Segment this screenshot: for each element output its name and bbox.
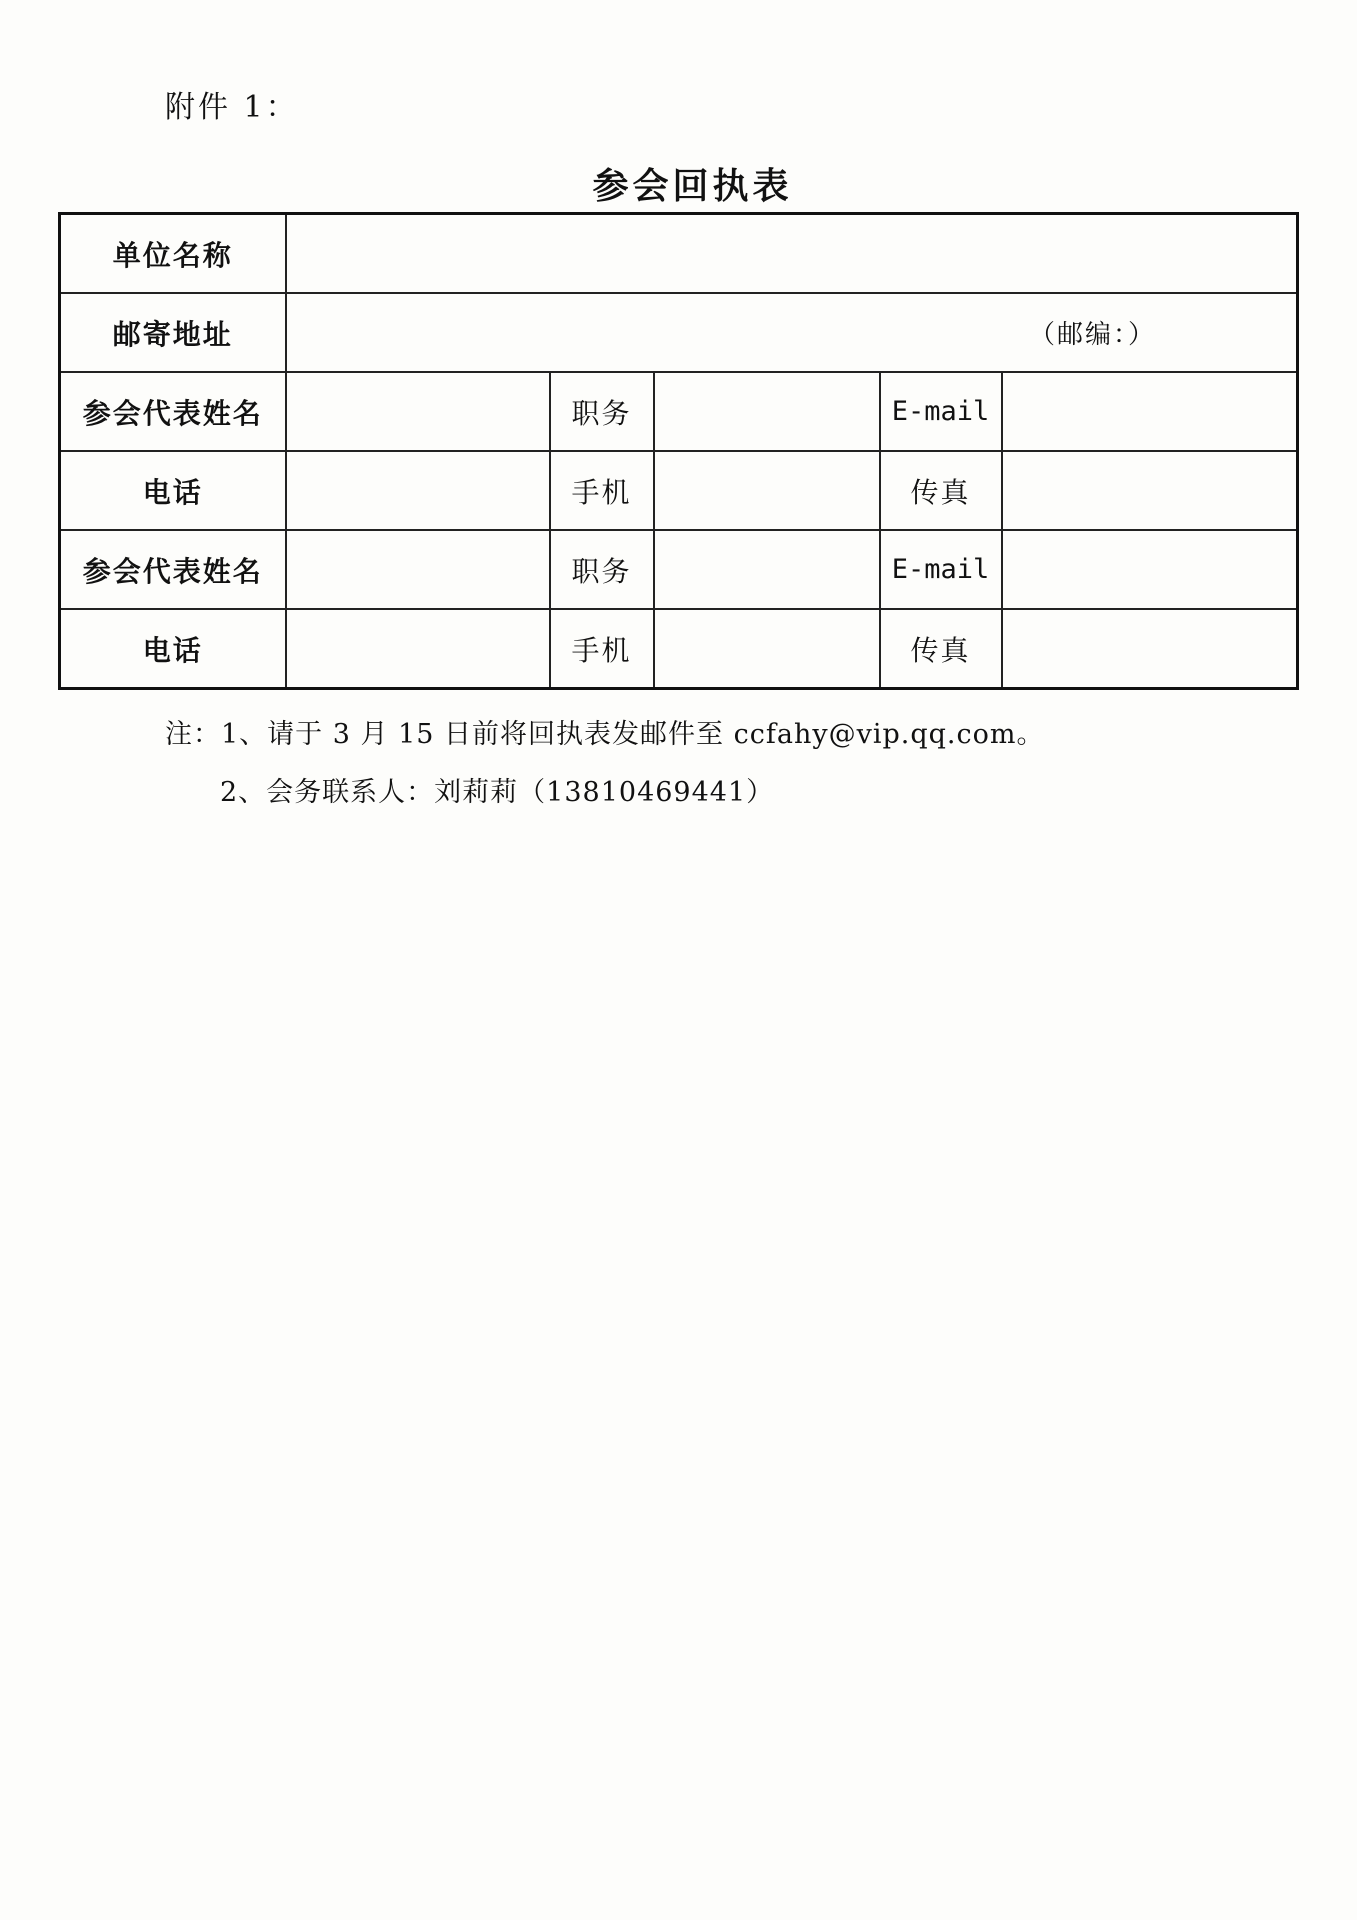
registration-form-table <box>58 212 1299 690</box>
form-title: 参会回执表 <box>592 165 793 207</box>
mobile-label: 手机 <box>550 609 654 689</box>
mobile-label: 手机 <box>550 451 654 530</box>
email-label: E-mail <box>880 372 1002 451</box>
attendee-2-phone-row <box>60 609 1298 689</box>
note-contact-person: 2、会务联系人：刘莉莉（13810469441） <box>220 777 775 808</box>
mobile-field[interactable] <box>654 451 880 530</box>
fax-label: 传真 <box>880 451 1002 530</box>
attendee-2-name-row <box>60 530 1298 609</box>
position-label: 职务 <box>550 530 654 609</box>
unit-name-field[interactable] <box>286 214 1298 294</box>
attendee-name-field[interactable] <box>286 530 550 609</box>
phone-field[interactable] <box>286 451 550 530</box>
attendee-name-label: 参会代表姓名 <box>60 372 286 451</box>
address-label: 邮寄地址 <box>60 293 286 372</box>
position-label: 职务 <box>550 372 654 451</box>
attachment-label: 附件 1： <box>165 90 299 125</box>
position-field[interactable] <box>654 372 880 451</box>
position-field[interactable] <box>654 530 880 609</box>
attendee-name-field[interactable] <box>286 372 550 451</box>
address-row <box>60 293 1298 372</box>
unit-name-label: 单位名称 <box>60 214 286 294</box>
note-submission-deadline: 注：1、请于 3 月 15 日前将回执表发邮件至 ccfahy@vip.qq.com。 <box>165 719 1045 750</box>
unit-name-row <box>60 214 1298 294</box>
phone-label: 电话 <box>60 609 286 689</box>
attendee-1-name-row <box>60 372 1298 451</box>
fax-field[interactable] <box>1002 451 1298 530</box>
phone-label: 电话 <box>60 451 286 530</box>
fax-label: 传真 <box>880 609 1002 689</box>
email-field[interactable] <box>1002 530 1298 609</box>
attendee-name-label: 参会代表姓名 <box>60 530 286 609</box>
mobile-field[interactable] <box>654 609 880 689</box>
attendee-1-phone-row <box>60 451 1298 530</box>
email-field[interactable] <box>1002 372 1298 451</box>
fax-field[interactable] <box>1002 609 1298 689</box>
address-field[interactable] <box>286 293 1298 372</box>
postcode-label: （邮编：） <box>1028 320 1156 350</box>
phone-field[interactable] <box>286 609 550 689</box>
email-label: E-mail <box>880 530 1002 609</box>
